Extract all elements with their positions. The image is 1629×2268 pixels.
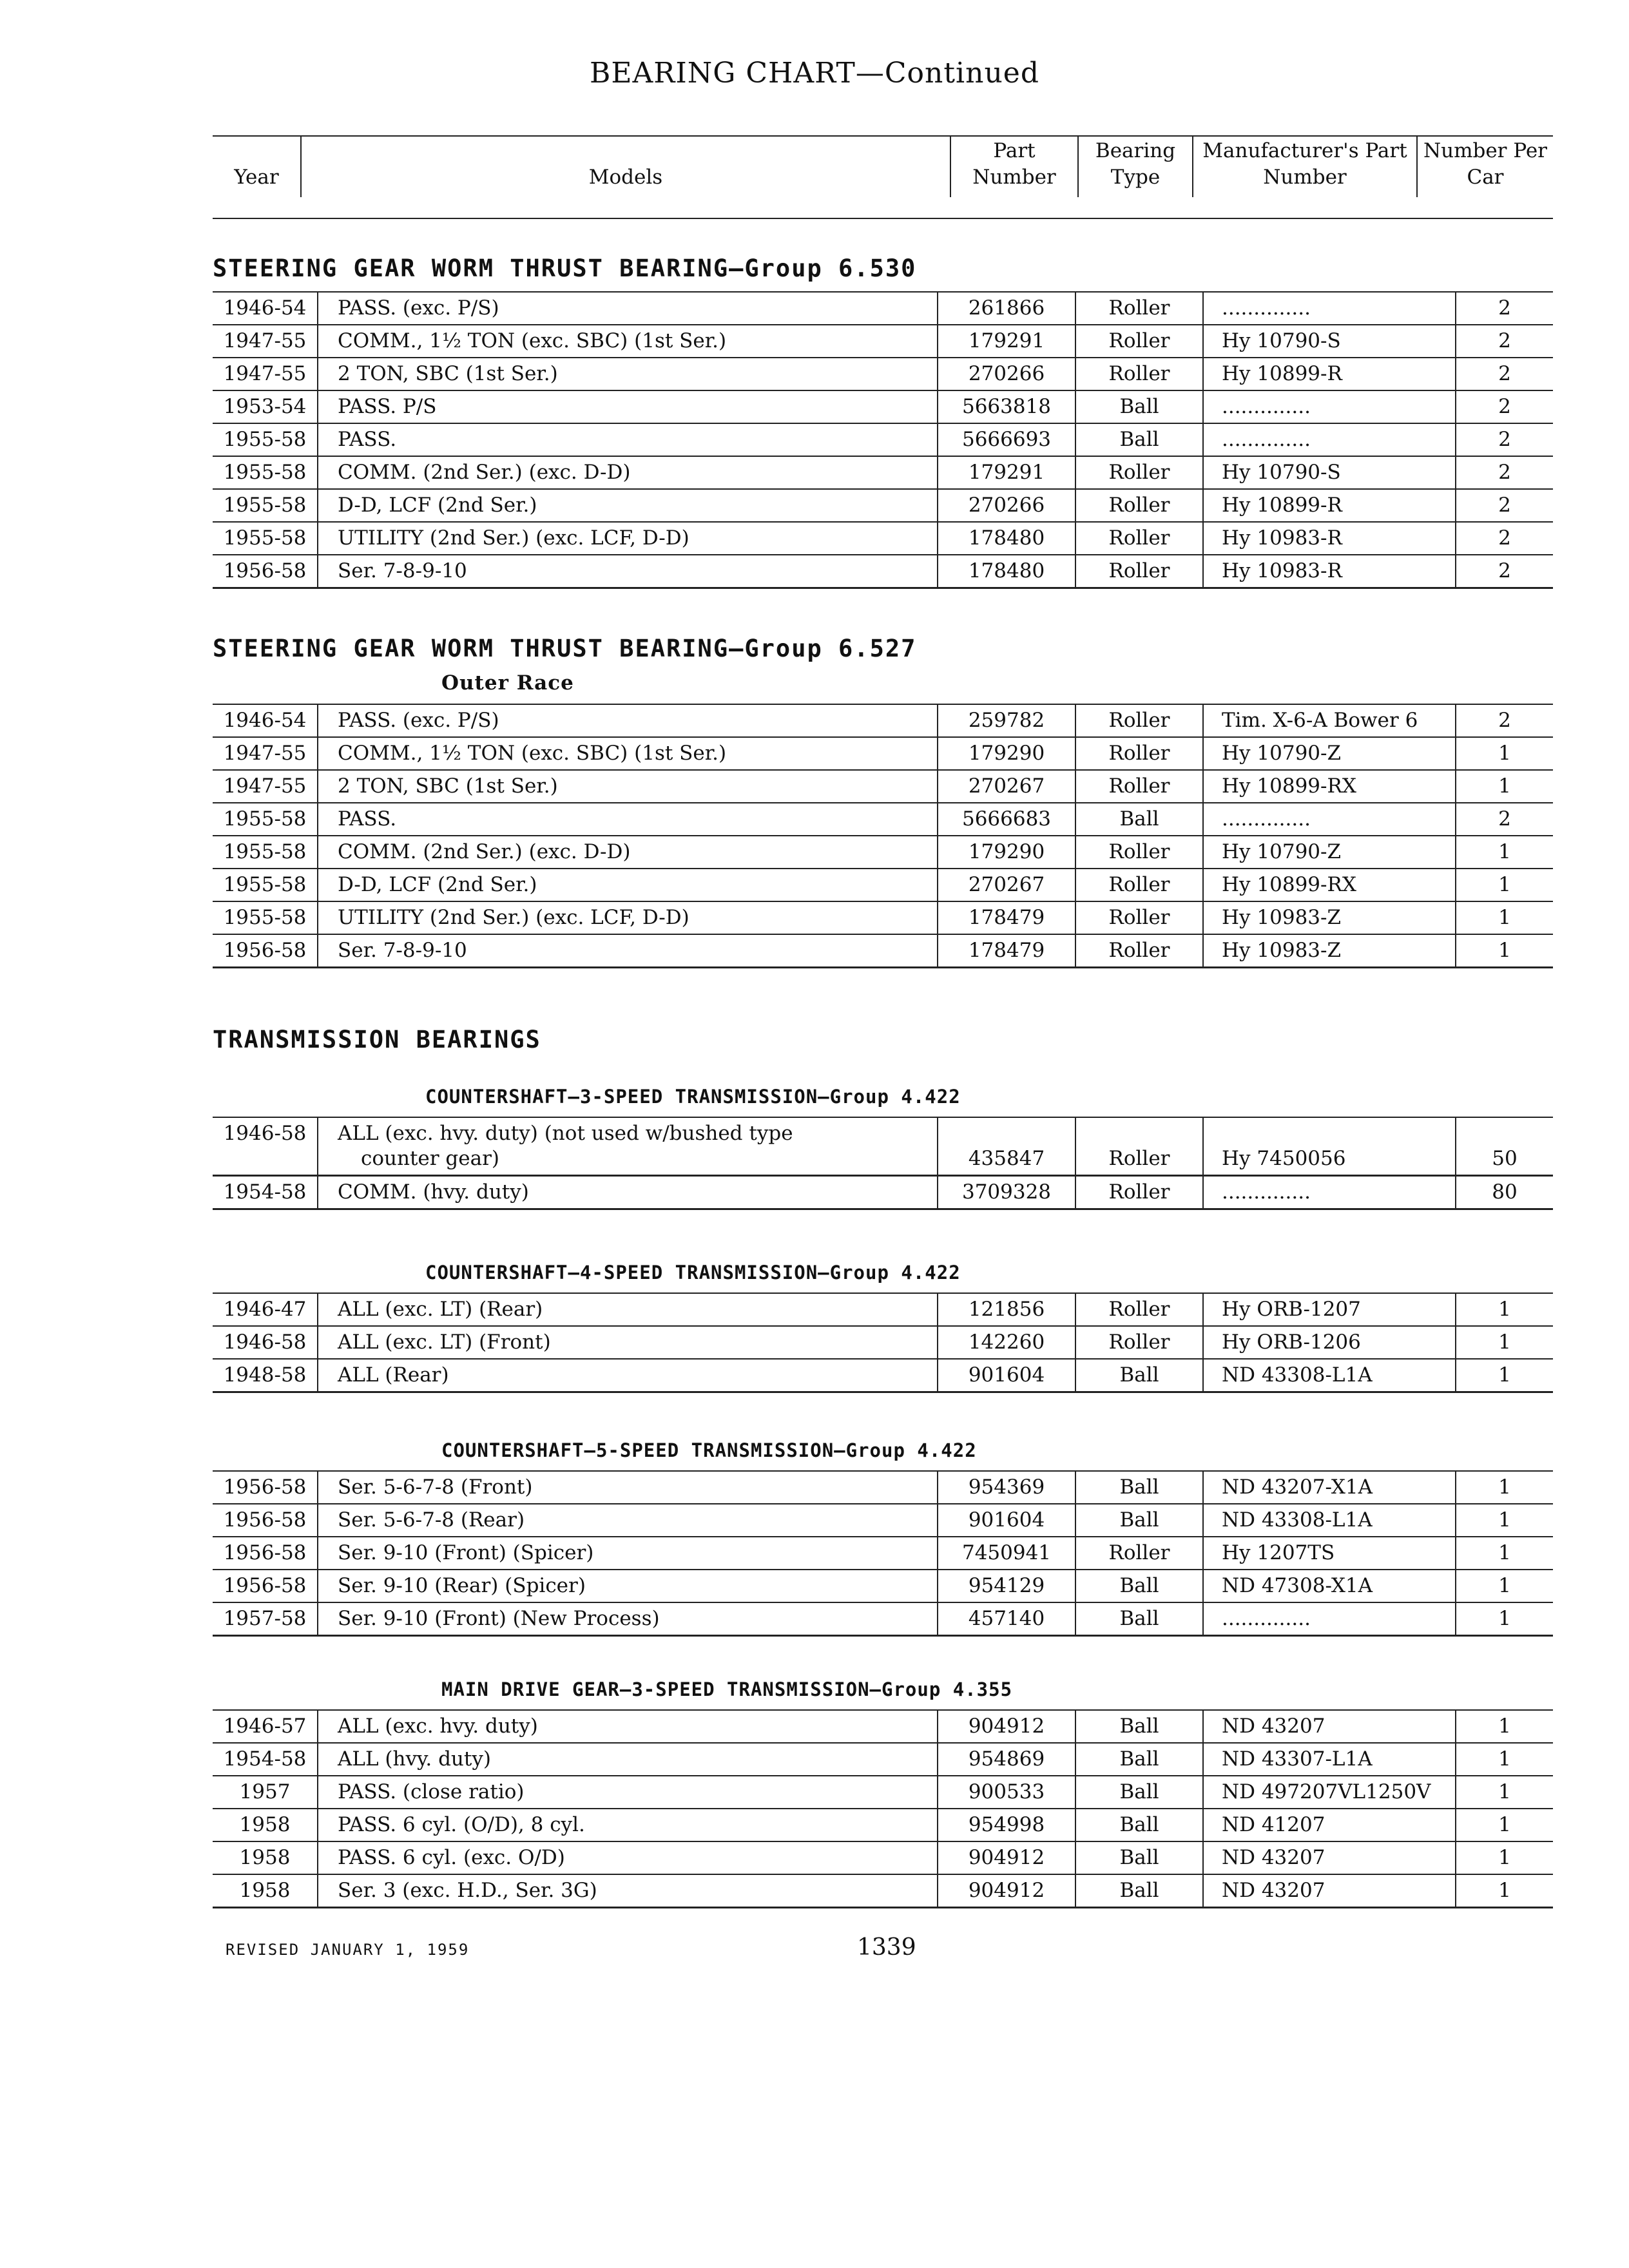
cell-model: Ser. 9-10 (Front) (Spicer) xyxy=(338,1541,594,1564)
cell-num: 1 xyxy=(1498,1298,1511,1321)
cell-model: PASS. (exc. P/S) xyxy=(338,296,499,320)
cell-type: Ball xyxy=(1075,1504,1203,1537)
table-row xyxy=(213,456,1553,489)
section-subtitle: MAIN DRIVE GEAR—3-SPEED TRANSMISSION—Group 4.355 xyxy=(441,1678,1013,1700)
cell-year: 1955-58 xyxy=(213,901,318,934)
cell-num: 1 xyxy=(1498,1813,1511,1836)
col-number-header: Number Per Car xyxy=(1417,135,1553,197)
cell-type: Roller xyxy=(1075,489,1203,522)
cell-year: 1947-55 xyxy=(213,770,318,803)
table-row xyxy=(213,737,1553,770)
cell-num: 1 xyxy=(1498,774,1511,798)
cell-num: 2 xyxy=(1498,329,1511,352)
cell-part: 179291 xyxy=(938,325,1075,358)
cell-part: 270267 xyxy=(938,770,1075,803)
cell-num: 1 xyxy=(1498,1780,1511,1803)
cell-mfr: .............. xyxy=(1203,292,1456,325)
cell-num: 2 xyxy=(1498,494,1511,517)
cell-year: 1947-55 xyxy=(213,358,318,390)
cell-part: 179291 xyxy=(938,456,1075,489)
cell-type: Ball xyxy=(1075,1570,1203,1602)
cell-part: 435847 xyxy=(938,1117,1075,1176)
cell-type: Roller xyxy=(1075,704,1203,737)
cell-num: 2 xyxy=(1498,461,1511,484)
cell-model: 2 TON, SBC (1st Ser.) xyxy=(338,362,558,385)
section-subtitle: COUNTERSHAFT—5-SPEED TRANSMISSION—Group 4.422 xyxy=(441,1439,977,1461)
cell-part: 270266 xyxy=(938,358,1075,390)
cell-model: COMM. (hvy. duty) xyxy=(338,1180,529,1204)
cell-mfr: Hy 10899-RX xyxy=(1203,770,1456,803)
section-title: STEERING GEAR WORM THRUST BEARING—Group 6.530 xyxy=(213,255,917,282)
cell-year: 1956-58 xyxy=(213,1570,318,1602)
cell-type: Roller xyxy=(1075,522,1203,555)
cell-year: 1953-54 xyxy=(213,390,318,423)
cell-part: 900533 xyxy=(938,1776,1075,1809)
cell-part: 901604 xyxy=(938,1359,1075,1392)
cell-type: Roller xyxy=(1075,358,1203,390)
cell-mfr: ND 43207-X1A xyxy=(1203,1471,1456,1504)
col-part-header: Part Number xyxy=(950,135,1078,197)
cell-model: ALL (exc. hvy. duty) xyxy=(338,1715,538,1738)
cell-type: Roller xyxy=(1075,836,1203,869)
cell-mfr: ND 43207 xyxy=(1203,1710,1456,1743)
cell-type: Roller xyxy=(1075,456,1203,489)
cell-num: 1 xyxy=(1498,1475,1511,1499)
cell-type: Roller xyxy=(1075,901,1203,934)
page-title: BEARING CHART—Continued xyxy=(589,57,1040,90)
table-row xyxy=(213,1504,1553,1537)
cell-year: 1955-58 xyxy=(213,836,318,869)
cell-mfr: Hy 10790-S xyxy=(1203,325,1456,358)
cell-mfr: ND 47308-X1A xyxy=(1203,1570,1456,1602)
table-row xyxy=(213,1809,1553,1841)
cell-mfr: Hy 10983-R xyxy=(1203,555,1456,588)
cell-model: Ser. 9-10 (Front) (New Process) xyxy=(338,1607,660,1630)
cell-mfr: Hy 10899-R xyxy=(1203,358,1456,390)
section-subtitle: COUNTERSHAFT—4-SPEED TRANSMISSION—Group 4.422 xyxy=(425,1262,961,1283)
section-subtitle: COUNTERSHAFT—3-SPEED TRANSMISSION—Group 4.422 xyxy=(425,1086,961,1108)
cell-mfr: Hy 1207TS xyxy=(1203,1537,1456,1570)
table-row xyxy=(213,1176,1553,1209)
cell-part: 954998 xyxy=(938,1809,1075,1841)
cell-year: 1958 xyxy=(213,1874,318,1908)
cell-part: 178479 xyxy=(938,901,1075,934)
cell-part: 5666693 xyxy=(938,423,1075,456)
cell-type: Roller xyxy=(1075,869,1203,901)
cell-num: 80 xyxy=(1492,1180,1518,1204)
cell-model: COMM., 1½ TON (exc. SBC) (1st Ser.) xyxy=(338,742,727,765)
cell-part: 178479 xyxy=(938,934,1075,968)
table-row xyxy=(213,423,1553,456)
cell-num: 2 xyxy=(1498,395,1511,418)
cell-model xyxy=(318,1117,938,1176)
cell-mfr: Hy 10983-Z xyxy=(1203,901,1456,934)
cell-year: 1958 xyxy=(213,1841,318,1874)
cell-num: 1 xyxy=(1498,1607,1511,1630)
cell-type: Ball xyxy=(1075,1602,1203,1636)
cell-year: 1946-47 xyxy=(213,1293,318,1326)
cell-mfr: ND 43207 xyxy=(1203,1841,1456,1874)
cell-year: 1956-58 xyxy=(213,555,318,588)
col-bearing-header: Bearing Type xyxy=(1078,135,1193,197)
cell-model: Ser. 5-6-7-8 (Front) xyxy=(338,1475,533,1499)
parts-table xyxy=(213,1709,1553,1908)
cell-part: 270266 xyxy=(938,489,1075,522)
cell-model-line1: ALL (exc. hvy. duty) (not used w/bushed type xyxy=(338,1122,793,1145)
section-main-drive-gear xyxy=(213,1678,1553,1908)
cell-model: UTILITY (2nd Ser.) (exc. LCF, D-D) xyxy=(338,526,689,550)
table-row xyxy=(213,325,1553,358)
cell-model: D-D, LCF (2nd Ser.) xyxy=(338,873,537,896)
cell-num: 1 xyxy=(1498,1541,1511,1564)
cell-year: 1955-58 xyxy=(213,423,318,456)
cell-part: 901604 xyxy=(938,1504,1075,1537)
table-row xyxy=(213,1537,1553,1570)
cell-num: 1 xyxy=(1498,1846,1511,1869)
cell-type: Ball xyxy=(1075,1359,1203,1392)
table-row xyxy=(213,1743,1553,1776)
cell-num: 1 xyxy=(1498,1747,1511,1771)
section-countershaft-4speed xyxy=(213,1262,1553,1393)
table-row xyxy=(213,555,1553,588)
cell-mfr: ND 43207 xyxy=(1203,1874,1456,1908)
cell-type: Ball xyxy=(1075,1743,1203,1776)
cell-part: 5663818 xyxy=(938,390,1075,423)
cell-type: Roller xyxy=(1075,934,1203,968)
header-rule-bottom xyxy=(213,218,1553,219)
cell-model: 2 TON, SBC (1st Ser.) xyxy=(338,774,558,798)
cell-num: 1 xyxy=(1498,906,1511,929)
table-row xyxy=(213,1710,1553,1743)
cell-model: UTILITY (2nd Ser.) (exc. LCF, D-D) xyxy=(338,906,689,929)
table-row xyxy=(213,803,1553,836)
cell-type: Roller xyxy=(1075,1537,1203,1570)
cell-part: 5666683 xyxy=(938,803,1075,836)
cell-type: Roller xyxy=(1075,737,1203,770)
table-row xyxy=(213,869,1553,901)
cell-type: Ball xyxy=(1075,1841,1203,1874)
cell-part: 904912 xyxy=(938,1874,1075,1908)
cell-model: PASS. xyxy=(338,807,397,831)
cell-year: 1946-58 xyxy=(213,1117,318,1176)
cell-mfr: ND 43308-L1A xyxy=(1203,1504,1456,1537)
table-row xyxy=(213,489,1553,522)
cell-model: Ser. 7-8-9-10 xyxy=(338,559,467,582)
cell-num: 2 xyxy=(1498,296,1511,320)
table-row xyxy=(213,836,1553,869)
cell-year: 1955-58 xyxy=(213,456,318,489)
section-transmission xyxy=(213,1026,1553,1210)
cell-model: ALL (exc. LT) (Rear) xyxy=(338,1298,543,1321)
cell-year: 1956-58 xyxy=(213,1537,318,1570)
cell-type: Roller xyxy=(1075,770,1203,803)
cell-type: Roller xyxy=(1075,555,1203,588)
revision-note: REVISED JANUARY 1, 1959 xyxy=(226,1941,470,1959)
cell-part: 259782 xyxy=(938,704,1075,737)
table-row xyxy=(213,1326,1553,1359)
cell-model: PASS. xyxy=(338,428,397,451)
cell-num: 1 xyxy=(1498,742,1511,765)
section-steering-6527 xyxy=(213,635,1553,968)
cell-model: Ser. 5-6-7-8 (Rear) xyxy=(338,1508,525,1532)
cell-part: 179290 xyxy=(938,737,1075,770)
section-subtitle: Outer Race xyxy=(441,671,574,695)
cell-mfr: ND 497207VL1250V xyxy=(1203,1776,1456,1809)
cell-num: 1 xyxy=(1498,873,1511,896)
cell-mfr: Hy 7450056 xyxy=(1203,1117,1456,1176)
cell-num: 2 xyxy=(1498,526,1511,550)
parts-table xyxy=(213,1293,1553,1393)
table-row xyxy=(213,1841,1553,1874)
cell-year: 1954-58 xyxy=(213,1176,318,1209)
cell-model: COMM. (2nd Ser.) (exc. D-D) xyxy=(338,461,631,484)
cell-num: 1 xyxy=(1498,1715,1511,1738)
cell-year: 1956-58 xyxy=(213,934,318,968)
cell-part: 954129 xyxy=(938,1570,1075,1602)
cell-type: Ball xyxy=(1075,803,1203,836)
cell-num: 1 xyxy=(1498,840,1511,863)
cell-year: 1958 xyxy=(213,1809,318,1841)
cell-year: 1947-55 xyxy=(213,325,318,358)
cell-type: Ball xyxy=(1075,1710,1203,1743)
cell-mfr: ND 43307-L1A xyxy=(1203,1743,1456,1776)
table-row xyxy=(213,1293,1553,1326)
table-row xyxy=(213,1117,1553,1176)
col-mfr-header: Manufacturer's Part Number xyxy=(1193,135,1417,197)
cell-part: 7450941 xyxy=(938,1537,1075,1570)
col-models-header: Models xyxy=(301,135,950,197)
table-row xyxy=(213,1471,1553,1504)
col-year-header: Year xyxy=(234,166,279,189)
cell-mfr: Tim. X-6-A Bower 6 xyxy=(1203,704,1456,737)
cell-type: Roller xyxy=(1075,1117,1203,1176)
section-steering-6530 xyxy=(213,255,1553,589)
cell-part: 179290 xyxy=(938,836,1075,869)
cell-type: Ball xyxy=(1075,390,1203,423)
table-row xyxy=(213,358,1553,390)
cell-part: 270267 xyxy=(938,869,1075,901)
cell-num: 1 xyxy=(1498,1331,1511,1354)
cell-part: 261866 xyxy=(938,292,1075,325)
cell-mfr: Hy 10790-Z xyxy=(1203,836,1456,869)
cell-model: Ser. 9-10 (Rear) (Spicer) xyxy=(338,1574,586,1597)
cell-type: Ball xyxy=(1075,1809,1203,1841)
cell-mfr: ND 43308-L1A xyxy=(1203,1359,1456,1392)
cell-num: 1 xyxy=(1498,939,1511,962)
cell-mfr: .............. xyxy=(1203,1602,1456,1636)
table-row xyxy=(213,1874,1553,1908)
cell-mfr: Hy 10790-S xyxy=(1203,456,1456,489)
parts-table xyxy=(213,1470,1553,1637)
table-row xyxy=(213,390,1553,423)
cell-part: 904912 xyxy=(938,1841,1075,1874)
cell-num: 1 xyxy=(1498,1879,1511,1902)
cell-model: ALL (Rear) xyxy=(338,1363,449,1387)
cell-mfr: Hy 10790-Z xyxy=(1203,737,1456,770)
cell-model: Ser. 3 (exc. H.D., Ser. 3G) xyxy=(338,1879,597,1902)
parts-table xyxy=(213,291,1553,589)
cell-model: COMM. (2nd Ser.) (exc. D-D) xyxy=(338,840,631,863)
parts-table xyxy=(213,1117,1553,1210)
table-row xyxy=(213,292,1553,325)
cell-model: COMM., 1½ TON (exc. SBC) (1st Ser.) xyxy=(338,329,727,352)
cell-model: ALL (exc. LT) (Front) xyxy=(338,1331,551,1354)
cell-year: 1946-57 xyxy=(213,1710,318,1743)
cell-type: Ball xyxy=(1075,1874,1203,1908)
cell-model: PASS. (exc. P/S) xyxy=(338,709,499,732)
cell-type: Ball xyxy=(1075,1471,1203,1504)
cell-num: 50 xyxy=(1492,1147,1518,1170)
cell-type: Ball xyxy=(1075,423,1203,456)
table-row xyxy=(213,770,1553,803)
cell-year: 1957-58 xyxy=(213,1602,318,1636)
cell-year: 1957 xyxy=(213,1776,318,1809)
cell-model: PASS. P/S xyxy=(338,395,437,418)
cell-type: Roller xyxy=(1075,1176,1203,1209)
cell-num: 1 xyxy=(1498,1508,1511,1532)
cell-year: 1946-58 xyxy=(213,1326,318,1359)
cell-year: 1956-58 xyxy=(213,1504,318,1537)
cell-year: 1946-54 xyxy=(213,704,318,737)
section-title: TRANSMISSION BEARINGS xyxy=(213,1026,541,1053)
cell-mfr: Hy 10899-RX xyxy=(1203,869,1456,901)
cell-mfr: Hy ORB-1206 xyxy=(1203,1326,1456,1359)
cell-model: Ser. 7-8-9-10 xyxy=(338,939,467,962)
table-row xyxy=(213,1776,1553,1809)
cell-year: 1955-58 xyxy=(213,489,318,522)
cell-model: D-D, LCF (2nd Ser.) xyxy=(338,494,537,517)
cell-part: 178480 xyxy=(938,522,1075,555)
cell-mfr: .............. xyxy=(1203,423,1456,456)
cell-type: Ball xyxy=(1075,1776,1203,1809)
table-row xyxy=(213,934,1553,968)
cell-model: PASS. (close ratio) xyxy=(338,1780,525,1803)
cell-year: 1946-54 xyxy=(213,292,318,325)
section-title: STEERING GEAR WORM THRUST BEARING—Group 6.527 xyxy=(213,635,917,662)
cell-num: 2 xyxy=(1498,709,1511,732)
column-header xyxy=(213,135,1553,197)
cell-year: 1955-58 xyxy=(213,803,318,836)
cell-num: 1 xyxy=(1498,1363,1511,1387)
cell-part: 954869 xyxy=(938,1743,1075,1776)
cell-part: 3709328 xyxy=(938,1176,1075,1209)
cell-part: 142260 xyxy=(938,1326,1075,1359)
cell-mfr: .............. xyxy=(1203,1176,1456,1209)
cell-mfr: .............. xyxy=(1203,803,1456,836)
table-row xyxy=(213,1570,1553,1602)
cell-type: Roller xyxy=(1075,1293,1203,1326)
section-countershaft-5speed xyxy=(213,1439,1553,1637)
cell-year: 1956-58 xyxy=(213,1471,318,1504)
cell-mfr: ND 41207 xyxy=(1203,1809,1456,1841)
table-row xyxy=(213,1359,1553,1392)
cell-num: 2 xyxy=(1498,428,1511,451)
cell-part: 178480 xyxy=(938,555,1075,588)
cell-mfr: .............. xyxy=(1203,390,1456,423)
cell-mfr: Hy 10983-Z xyxy=(1203,934,1456,968)
cell-model-line2: counter gear) xyxy=(361,1147,500,1170)
cell-year: 1954-58 xyxy=(213,1743,318,1776)
cell-num: 2 xyxy=(1498,362,1511,385)
cell-mfr: Hy 10899-R xyxy=(1203,489,1456,522)
cell-year: 1947-55 xyxy=(213,737,318,770)
table-row xyxy=(213,522,1553,555)
parts-table xyxy=(213,704,1553,968)
table-row xyxy=(213,901,1553,934)
cell-mfr: Hy 10983-R xyxy=(1203,522,1456,555)
cell-model: PASS. 6 cyl. (exc. O/D) xyxy=(338,1846,565,1869)
cell-num: 2 xyxy=(1498,559,1511,582)
cell-num: 1 xyxy=(1498,1574,1511,1597)
cell-model: PASS. 6 cyl. (O/D), 8 cyl. xyxy=(338,1813,585,1836)
page-number: 1339 xyxy=(857,1934,916,1961)
cell-part: 904912 xyxy=(938,1710,1075,1743)
cell-part: 457140 xyxy=(938,1602,1075,1636)
cell-part: 954369 xyxy=(938,1471,1075,1504)
cell-model: ALL (hvy. duty) xyxy=(338,1747,491,1771)
cell-year: 1955-58 xyxy=(213,522,318,555)
cell-type: Roller xyxy=(1075,292,1203,325)
cell-mfr: Hy ORB-1207 xyxy=(1203,1293,1456,1326)
table-row xyxy=(213,1602,1553,1636)
table-row xyxy=(213,704,1553,737)
cell-type: Roller xyxy=(1075,1326,1203,1359)
cell-year: 1948-58 xyxy=(213,1359,318,1392)
cell-type: Roller xyxy=(1075,325,1203,358)
cell-year: 1955-58 xyxy=(213,869,318,901)
cell-num: 2 xyxy=(1498,807,1511,831)
cell-part: 121856 xyxy=(938,1293,1075,1326)
